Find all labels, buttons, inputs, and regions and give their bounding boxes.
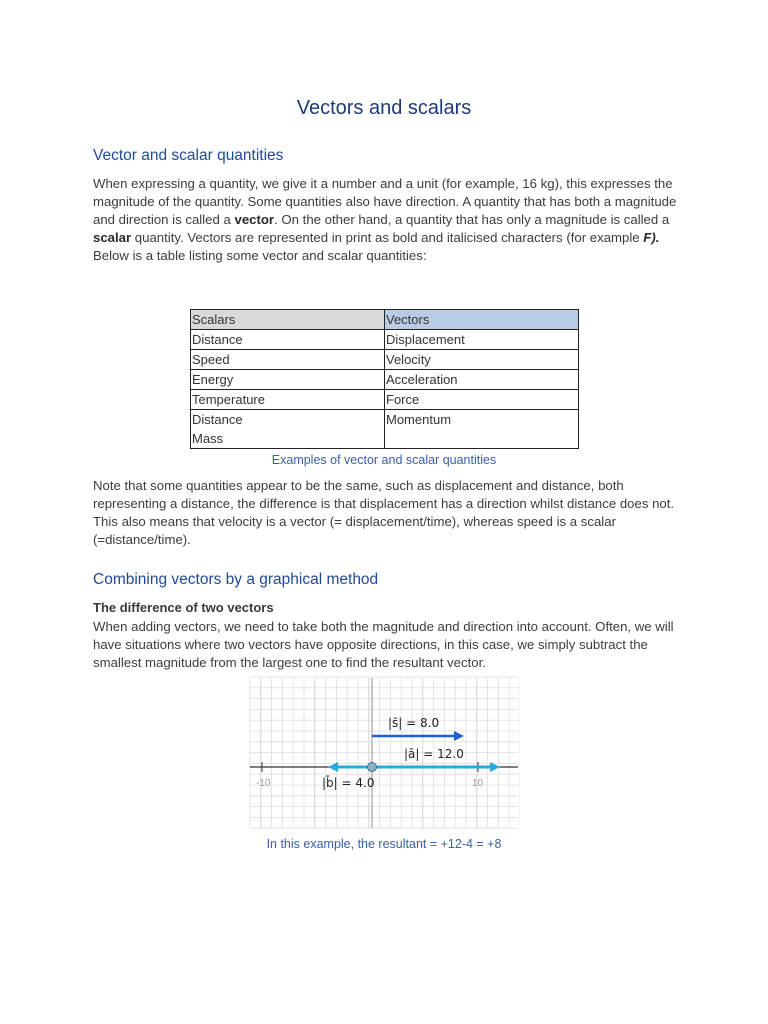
table-cell: Acceleration bbox=[385, 370, 579, 390]
quantities-table bbox=[190, 309, 579, 449]
section-heading-combining: Combining vectors by a graphical method bbox=[93, 571, 379, 588]
table-cell: Force bbox=[385, 390, 579, 410]
table-cell: Distance bbox=[191, 330, 385, 350]
vector-b-label: |b̄| = 4.0 bbox=[322, 776, 375, 790]
table-row bbox=[191, 370, 579, 390]
tick-label-neg-10: -10 bbox=[256, 778, 271, 789]
table-header-vectors: Vectors bbox=[385, 310, 579, 330]
origin-point bbox=[368, 763, 377, 772]
vector-diagram bbox=[248, 676, 520, 830]
table-row bbox=[191, 350, 579, 370]
intro-text-d: Below is a table listing some vector and scalar quantities: bbox=[93, 248, 427, 263]
table-header-scalars: Scalars bbox=[191, 310, 385, 330]
tick-label-pos-10: 10 bbox=[472, 778, 484, 789]
vector-s-label: |s̄| = 8.0 bbox=[388, 716, 440, 730]
table-cell: Mass bbox=[191, 429, 385, 449]
grid-lines bbox=[250, 677, 520, 828]
table-cell: Velocity bbox=[385, 350, 579, 370]
intro-term-vector: vector bbox=[234, 212, 275, 227]
intro-text-b: . On the other hand, a quantity that has only a magnitude is called a bbox=[274, 212, 670, 227]
subheading-difference: The difference of two vectors bbox=[93, 600, 274, 615]
intro-paragraph bbox=[93, 175, 683, 265]
note-paragraph: Note that some quantities appear to be the same, such as displacement and distance, both representing a distance, the difference is that displacement has a direction whilst distance does not. This also means that velocity is a vector (= displacement/time), whereas speed is a scalar (=distance/time). bbox=[93, 478, 675, 547]
intro-text-a: When expressing a quantity, we give it a number and a unit (for example, 16 kg), this expresses the magnitude of the quantity. Some quantities also have direction. A quantity that has both a magnitude and direction is called a bbox=[93, 176, 677, 227]
vector-a-label: |ā| = 12.0 bbox=[404, 747, 464, 761]
table-row bbox=[191, 330, 579, 350]
table-row bbox=[191, 390, 579, 410]
table-header-row bbox=[191, 310, 579, 330]
page-title: Vectors and scalars bbox=[296, 97, 472, 119]
adding-vectors-paragraph: When adding vectors, we need to take both the magnitude and direction into account. Often, we will have situations where two vectors have opposite directions, in this case, we simply subtract the smallest magnitude from the largest one to find the resultant vector. bbox=[93, 619, 674, 670]
table-row bbox=[191, 410, 579, 430]
section-heading-vector-scalar: Vector and scalar quantities bbox=[93, 147, 284, 164]
table-cell: Displacement bbox=[385, 330, 579, 350]
table-cell: Speed bbox=[191, 350, 385, 370]
table-cell: Momentum bbox=[385, 410, 579, 449]
intro-text-c: quantity. Vectors are represented in print as bold and italicised characters (for example bbox=[131, 230, 644, 245]
vector-s-arrowhead bbox=[454, 731, 464, 741]
table-caption: Examples of vector and scalar quantities bbox=[271, 453, 497, 467]
table-cell: Temperature bbox=[191, 390, 385, 410]
figure-caption: In this example, the resultant = +12-4 = +8 bbox=[266, 837, 502, 851]
table-cell: Distance bbox=[191, 410, 385, 430]
intro-example-F: F). bbox=[643, 230, 660, 245]
intro-term-scalar: scalar bbox=[93, 230, 132, 245]
table-cell: Energy bbox=[191, 370, 385, 390]
